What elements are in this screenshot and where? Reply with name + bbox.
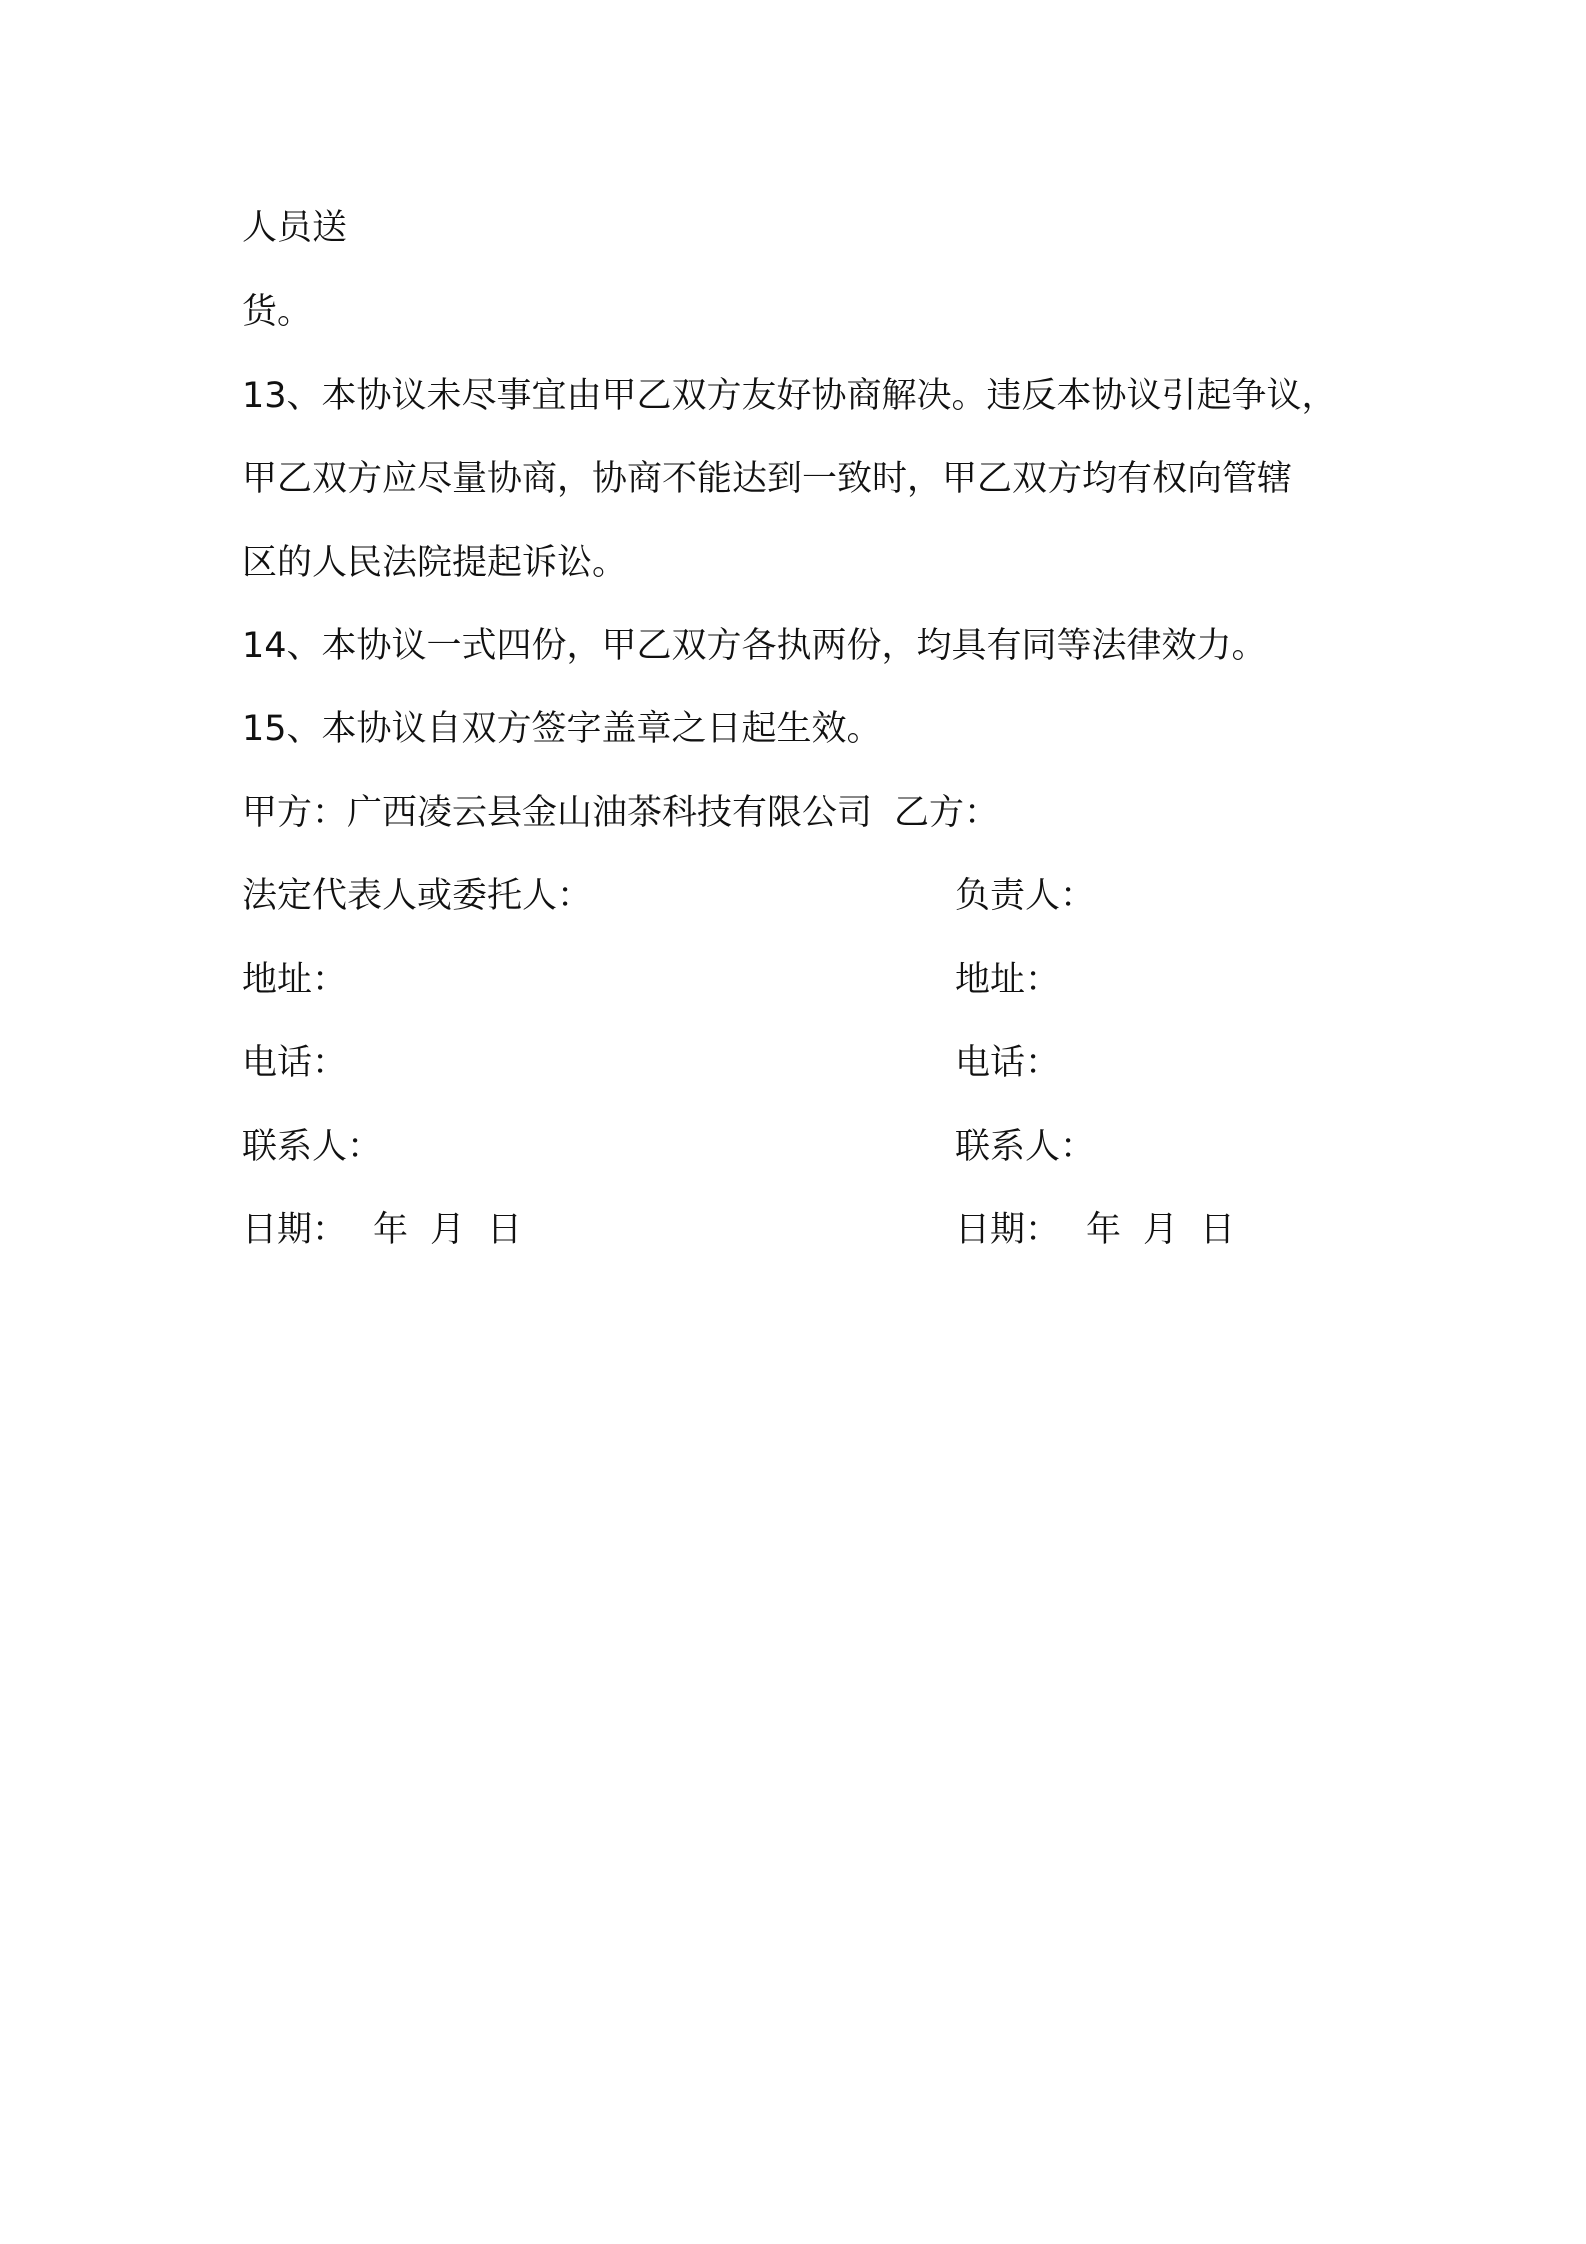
left-date-label: 日期：: [242, 1210, 348, 1250]
left-phone-label: 电话：: [242, 1043, 348, 1083]
left-date-month: 月: [430, 1210, 466, 1250]
left-representative-label: 法定代表人或委托人：: [242, 876, 593, 916]
left-date-line: [242, 1208, 522, 1252]
left-address-label: 地址：: [242, 960, 348, 1000]
party-line: [242, 791, 999, 835]
party-a-label: 甲方：广西凌云县金山油茶科技有限公司: [242, 793, 873, 833]
clause-14: 14、本协议一式四份，甲乙双方各执两份，均具有同等法律效力。: [242, 626, 1267, 666]
body-line-1: 人员送: [242, 208, 348, 248]
right-date-line: [955, 1208, 1235, 1252]
right-address-label: 地址：: [955, 960, 1061, 1000]
right-contact-label: 联系人：: [955, 1127, 1096, 1167]
clause-13-line-2: 甲乙双方应尽量协商，协商不能达到一致时，甲乙双方均有权向管辖: [242, 459, 1293, 499]
right-phone-label: 电话：: [955, 1043, 1061, 1083]
clause-15: 15、本协议自双方签字盖章之日起生效。: [242, 709, 882, 749]
right-representative-label: 负责人：: [955, 876, 1096, 916]
right-date-label: 日期：: [955, 1210, 1061, 1250]
clause-13-line-3: 区的人民法院提起诉讼。: [242, 543, 628, 583]
left-date-day: 日: [487, 1210, 523, 1250]
party-b-label: 乙方：: [894, 793, 1000, 833]
left-date-year: 年: [373, 1210, 409, 1250]
left-contact-label: 联系人：: [242, 1127, 383, 1167]
clause-13-line-1: 13、本协议未尽事宜由甲乙双方友好协商解决。违反本协议引起争议，: [242, 376, 1337, 416]
right-date-year: 年: [1086, 1210, 1122, 1250]
right-date-day: 日: [1200, 1210, 1236, 1250]
body-line-2: 货。: [242, 292, 313, 332]
right-date-month: 月: [1143, 1210, 1179, 1250]
